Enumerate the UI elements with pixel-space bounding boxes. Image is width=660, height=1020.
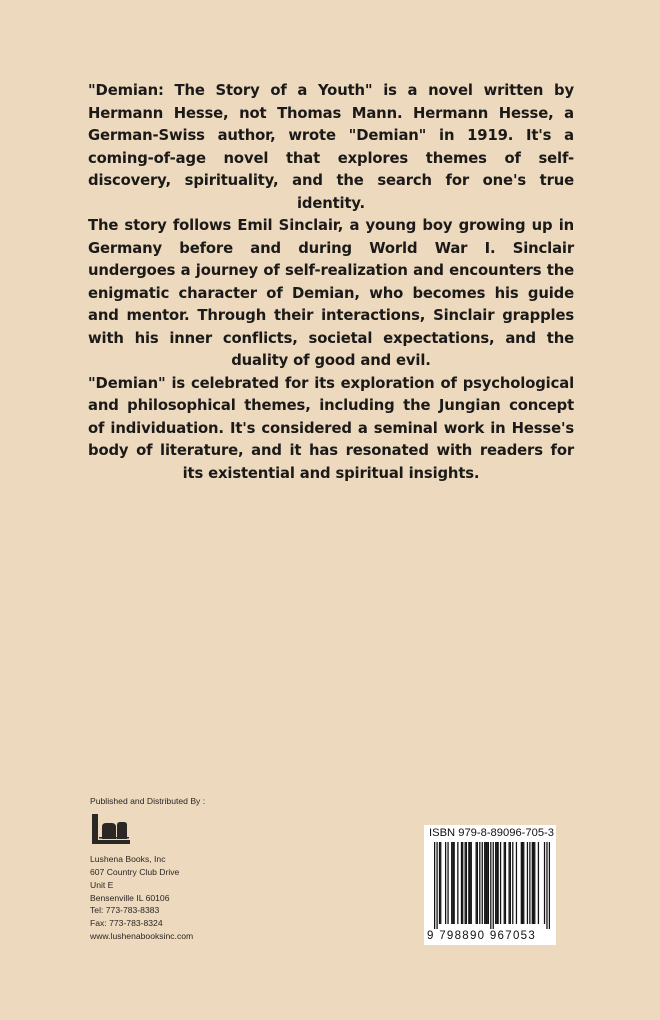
barcode-bar xyxy=(546,842,547,929)
barcode-bar xyxy=(529,842,530,924)
barcode-bar xyxy=(476,842,477,924)
blurb-paragraph-2: The story follows Emil Sinclair, a young boy growing up in Germany before and during World War I. Sinclair undergoes a journey of self-realization and encounters the enigmatic character of Demian, who becomes his guide and mentor. Through their interactions, Sinclair grapples with his inner conflicts, societal expectations, and the duality of good and evil. xyxy=(88,217,574,369)
lushena-books-logo-icon xyxy=(90,813,132,847)
back-cover-blurb xyxy=(88,80,574,485)
barcode-bar xyxy=(477,842,478,924)
publisher-fax: Fax: 773-783-8324 xyxy=(90,918,163,929)
barcode-bar xyxy=(521,842,522,924)
barcode-bar xyxy=(516,842,517,924)
barcode-bar xyxy=(484,842,485,924)
barcode-bar xyxy=(549,842,550,929)
barcode-bar xyxy=(522,842,523,924)
blurb-paragraph-3: "Demian" is celebrated for its exploration of psychological and philosophical themes, including the Jungian concept of individuation. It's considered a seminal work in Hesse's body of literature, and it has resonated with readers for its existential and spiritual insights. xyxy=(88,374,574,482)
barcode-bar xyxy=(468,842,469,924)
barcode-bar xyxy=(527,842,528,924)
publisher-website: www.lushenabooksinc.com xyxy=(90,931,194,942)
barcode-bar xyxy=(523,842,524,924)
barcode-bar xyxy=(457,842,458,924)
barcode-bar xyxy=(447,842,448,924)
publisher-address-line2: Unit E xyxy=(90,879,114,890)
barcode-bar xyxy=(485,842,486,924)
barcode-bar xyxy=(495,842,496,924)
barcode-bar xyxy=(496,842,497,924)
barcode-bar xyxy=(508,842,509,924)
barcode-image xyxy=(434,842,550,929)
barcode-bar xyxy=(482,842,483,924)
barcode-bar xyxy=(500,842,501,924)
barcode-bar xyxy=(505,842,506,924)
barcode-bar xyxy=(436,842,437,929)
isbn-barcode-panel xyxy=(424,825,556,945)
barcode-bar xyxy=(490,842,491,929)
barcode-bar xyxy=(479,842,480,924)
publisher-info xyxy=(90,795,350,943)
isbn-label: ISBN 979-8-89096-705-3 xyxy=(429,827,555,839)
barcode-bar xyxy=(451,842,452,924)
barcode-bar xyxy=(454,842,455,924)
barcode-bar xyxy=(465,842,466,924)
barcode-bar xyxy=(445,842,446,924)
barcode-bar xyxy=(466,842,467,924)
barcode-bar xyxy=(504,842,505,924)
barcode-bar xyxy=(452,842,453,924)
barcode-bar xyxy=(532,842,533,924)
publisher-label: Published and Distributed By : xyxy=(90,796,206,806)
barcode-bar xyxy=(493,842,494,929)
publisher-name: Lushena Books, Inc xyxy=(90,853,166,864)
barcode-bar xyxy=(461,842,462,924)
barcode-bar xyxy=(488,842,489,924)
barcode-bar xyxy=(510,842,511,924)
barcode-bar xyxy=(533,842,534,924)
barcode-bar xyxy=(469,842,470,924)
barcode-bar xyxy=(487,842,488,924)
barcode-bar xyxy=(497,842,498,924)
blurb-paragraph-1: "Demian: The Story of a Youth" is a novel written by Hermann Hesse, not Thomas Mann. Hermann Hesse, a German-Swiss author, wrote "Demian" in 1919. It's a coming-of-age novel that explores themes of self-discovery, spirituality, and the search for one's true identity. xyxy=(88,82,574,212)
barcode-bar xyxy=(439,842,440,924)
barcode-bar xyxy=(534,842,535,924)
publisher-tel: Tel: 773-783-8383 xyxy=(90,905,160,916)
publisher-address-line1: 607 Country Club Drive xyxy=(90,866,180,877)
barcode-digits: 9 798890 967053 xyxy=(427,930,537,942)
barcode-bar xyxy=(434,842,435,929)
barcode-bar xyxy=(471,842,472,924)
barcode-bar xyxy=(462,842,463,924)
barcode-bar xyxy=(440,842,441,924)
publisher-city: Bensenville IL 60106 xyxy=(90,892,170,903)
barcode-bar xyxy=(538,842,539,924)
barcode-bar xyxy=(512,842,513,924)
barcode-bar xyxy=(544,842,545,924)
